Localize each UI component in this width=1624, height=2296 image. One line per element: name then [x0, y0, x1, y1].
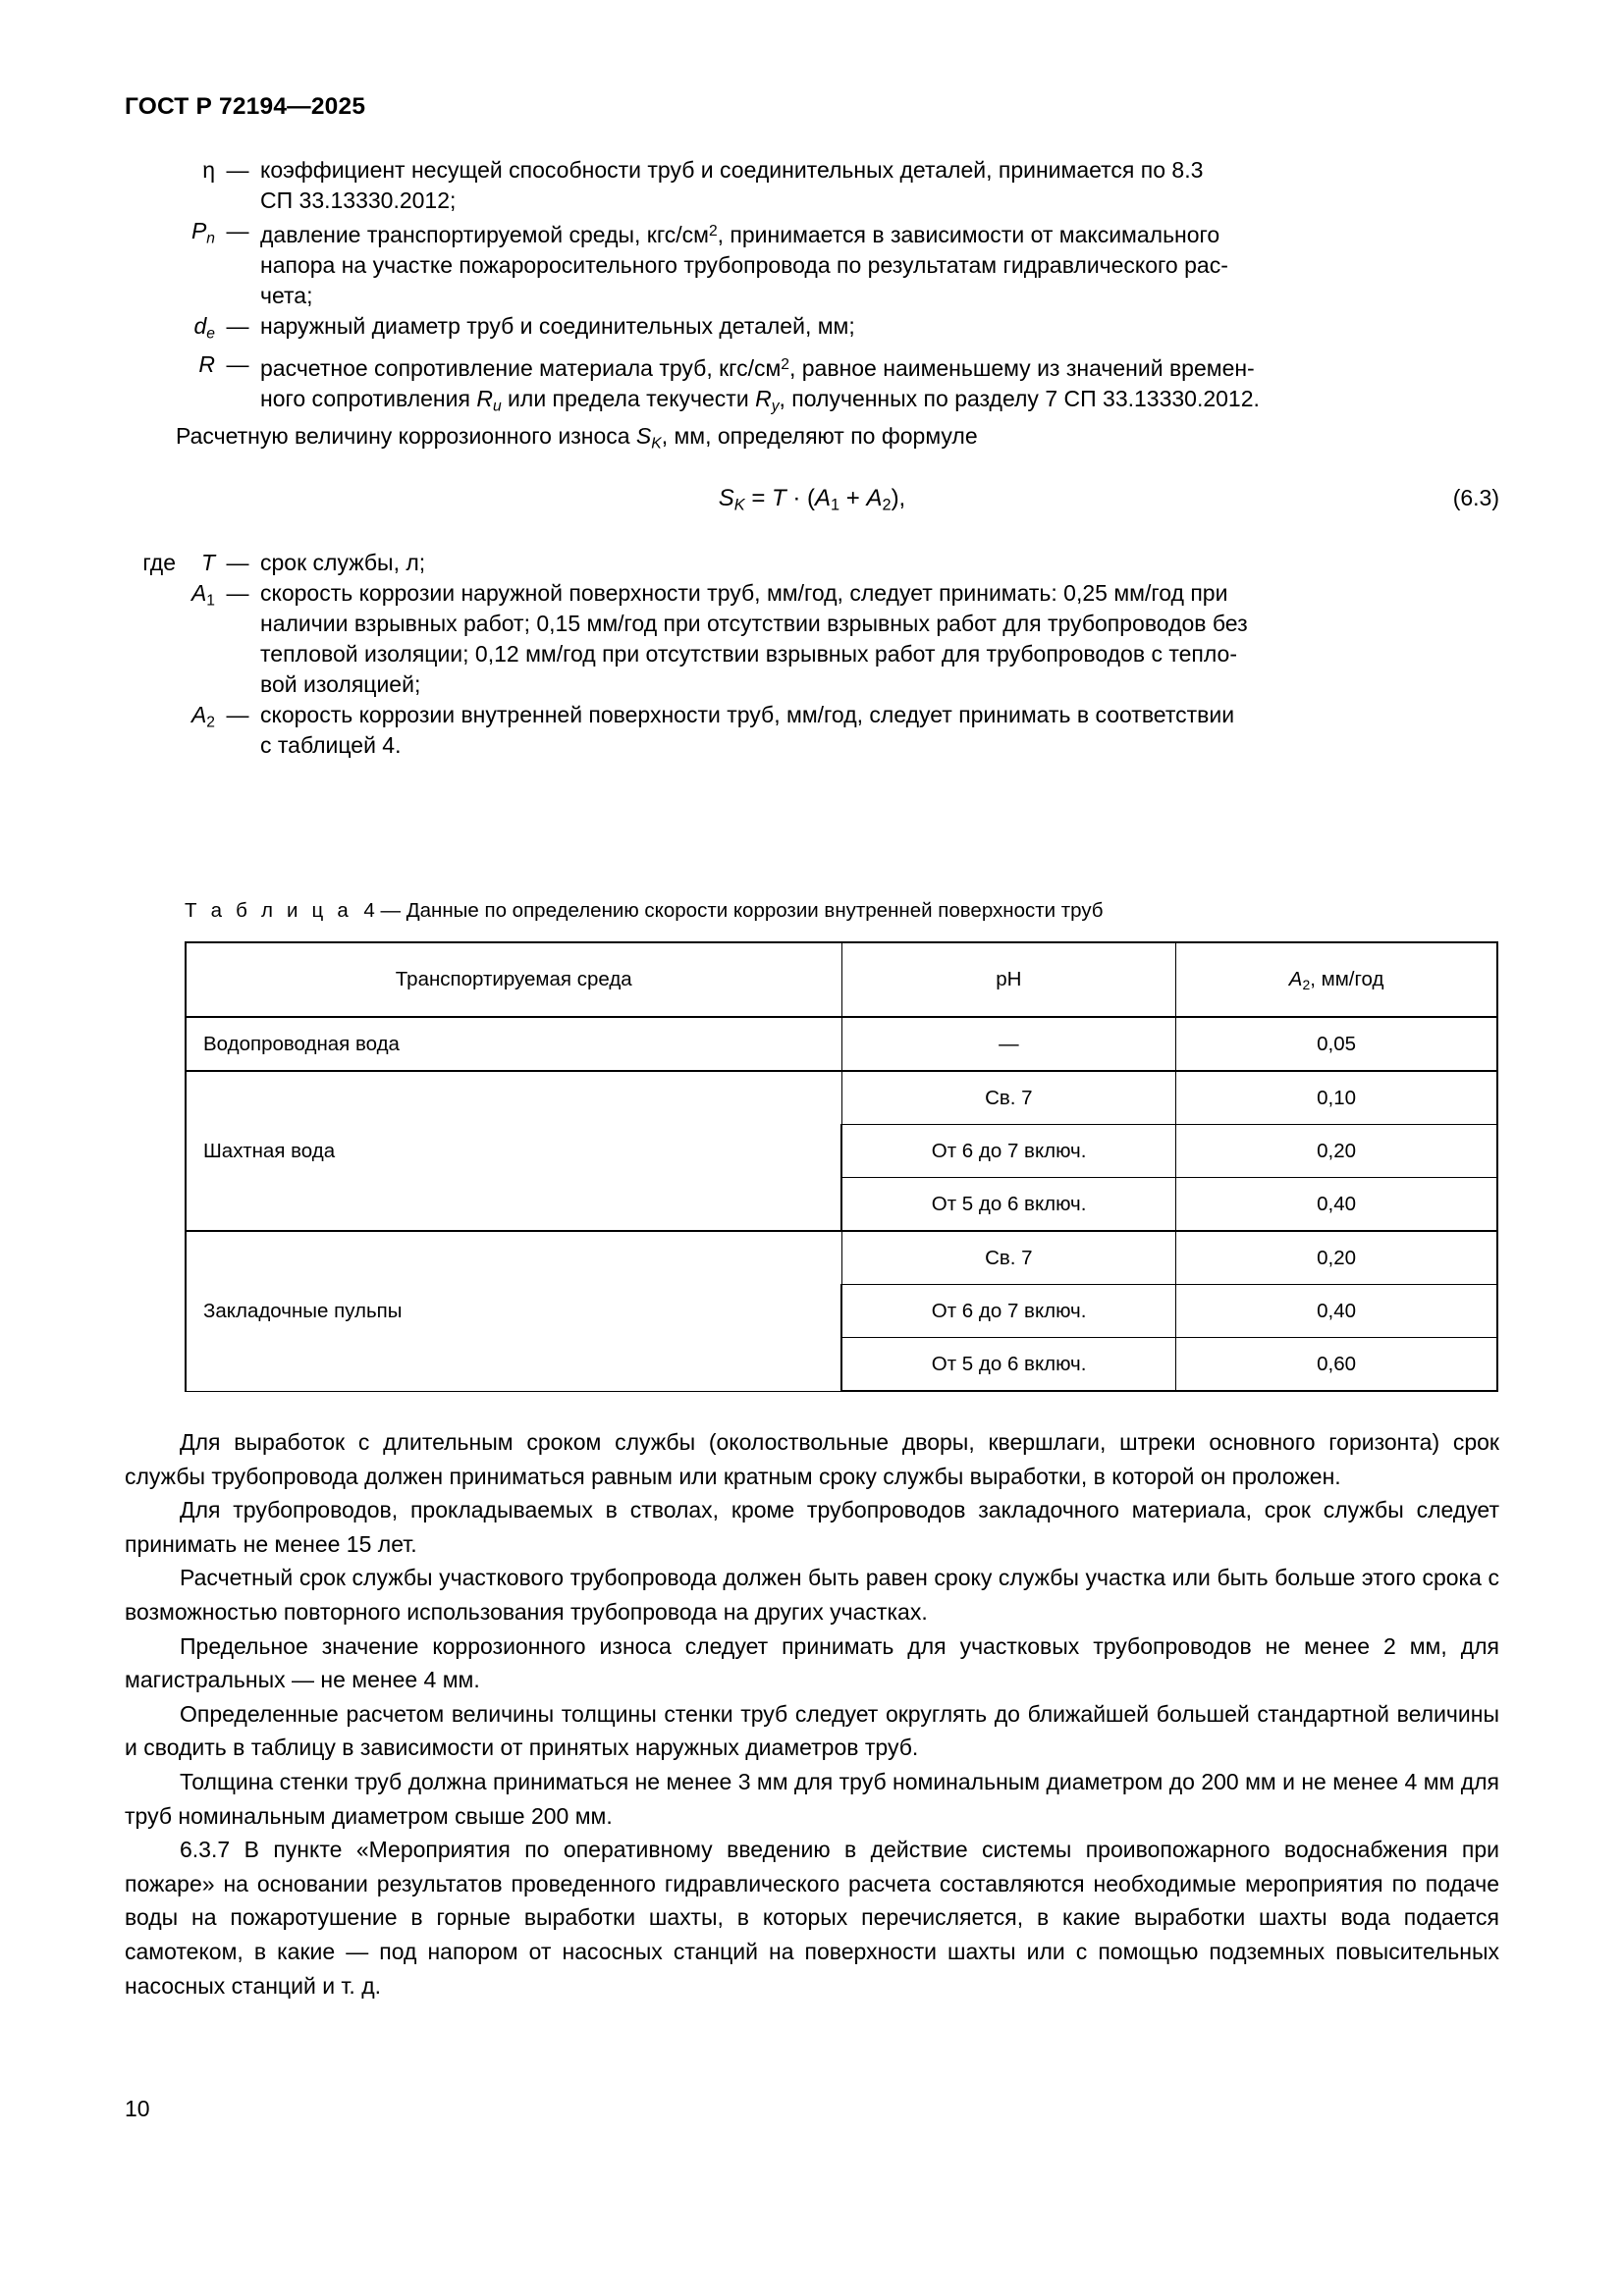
cell-medium: Водопроводная вода: [186, 1017, 841, 1071]
symbol-base: P: [190, 218, 207, 243]
where-text-line: скорость коррозии наружной поверхности труб, мм/год, следует принимать: 0,25 мм/год при: [260, 579, 1228, 606]
symbol-base: A: [190, 701, 207, 727]
symbol-subscript: e: [206, 325, 215, 343]
symbol-subscript: n: [206, 230, 215, 247]
symbol-base: d: [193, 313, 207, 340]
definition-text-line: наружный диаметр труб и соединительных деталей, мм;: [260, 313, 855, 340]
cell-ph: От 5 до 6 включ.: [841, 1178, 1176, 1232]
column-header-ph: pH: [841, 942, 1176, 1017]
definition-symbol-pn: [176, 216, 215, 311]
cell-medium: Закладочные пульпы: [186, 1231, 841, 1391]
definition-dash: —: [226, 157, 249, 183]
table-row: [186, 1017, 1497, 1071]
definition-prefix-spacer: [125, 311, 176, 348]
where-text-line: с таблицей 4.: [260, 731, 402, 758]
where-symbol-list: [125, 548, 1499, 761]
definition-row-eta: [125, 155, 1499, 216]
body-paragraph: Предельное значение коррозионного износа следует принимать для участковых трубопроводов не менее 2 мм, для магистральных — не менее 4 мм.: [125, 1632, 1499, 1693]
cell-medium: Шахтная вода: [186, 1071, 841, 1231]
symbol-base: A: [1288, 967, 1303, 990]
definition-text-pn: давление транспортируемой среды, кгс/$см^2$, принимается в зависимости от максимального напора на участке пожароросительного трубопровода по результатам гидравлического рас- чета;: [260, 222, 1228, 309]
cell-ph: —: [841, 1017, 1176, 1071]
definitions-section: [125, 155, 1499, 761]
cell-a2: 0,40: [1176, 1285, 1497, 1338]
where-dash: —: [226, 701, 249, 727]
where-text-line: скорость коррозии внутренней поверхности труб, мм/год, следует принимать в соответствии: [260, 701, 1235, 727]
where-prefix-spacer: [125, 578, 176, 700]
where-prefix-spacer: [125, 700, 176, 761]
definition-prefix-spacer: [125, 155, 176, 216]
where-text-line: тепловой изоляции; 0,12 мм/год при отсутствии взрывных работ для трубопроводов с тепло-: [260, 640, 1237, 667]
where-text-a1: [260, 578, 1499, 700]
where-text-line: наличии взрывных работ; 0,15 мм/год при отсутствии взрывных работ для трубопроводов без: [260, 610, 1248, 636]
cell-a2: 0,10: [1176, 1071, 1497, 1125]
symbol-subscript: 2: [206, 713, 215, 730]
document-header: ГОСТ Р 72194—2025: [125, 93, 366, 120]
formula-expression: $S_K = T \cdot (A1 + A2)$,: [718, 484, 906, 514]
definition-text-line: коэффициент несущей способности труб и соединительных деталей, принимается по 8.3: [260, 157, 1204, 183]
superscript-two: 2: [781, 355, 789, 373]
definition-row-pn: [125, 216, 1499, 311]
body-paragraph: Определенные расчетом величины толщины стенки труб следует округлять до ближайшей большей стандартной величины и сводить в таблицу в зависимости от принятых наружных диаметров труб.: [125, 1700, 1499, 1761]
definition-dash: —: [226, 218, 249, 243]
where-symbol-a2: [176, 700, 215, 761]
symbol-sk: $S_K$: [635, 423, 662, 453]
corrosion-rate-table: [185, 941, 1498, 1392]
table-caption-text: Данные по определению скорости коррозии внутренней поверхности труб: [406, 899, 1104, 922]
column-header-medium: Транспортируемая среда: [186, 942, 841, 1017]
table-caption-number: 4: [363, 899, 375, 922]
where-row-a1: [125, 578, 1499, 700]
cell-ph: От 6 до 7 включ.: [841, 1125, 1176, 1178]
definition-dash: —: [226, 313, 249, 340]
symbol-subscript: 1: [206, 591, 215, 609]
formula-number: (6.3): [1452, 484, 1499, 510]
definition-text-eta: [260, 155, 1499, 216]
where-dash: —: [226, 579, 249, 606]
where-symbol-t: T: [200, 549, 215, 575]
definition-text-r: расчетное сопротивление материала труб, кгс/$см^2$, равное наименьшему из значений времен- ного сопротивления $R_u$ или предела текучести $R_y$, полученных по разделу 7 СП 33.13330.2012.: [260, 354, 1260, 415]
definition-text-de: [260, 311, 1499, 348]
body-paragraph: Толщина стенки труб должна приниматься не менее 3 мм для труб номинальным диаметром до 200 мм и не менее 4 мм для труб номинальным диаметром свыше 200 мм.: [125, 1768, 1499, 1829]
where-text-a2: [260, 700, 1499, 761]
body-paragraph: Для выработок с длительным сроком службы (околоствольные дворы, квершлаги, штреки основного горизонта) срок службы трубопровода должен приниматься равным или кратным сроку службы выработки, в которой он проложен.: [125, 1429, 1499, 1489]
definition-symbol-eta: η: [202, 157, 215, 183]
definition-text-line: СП 33.13330.2012;: [260, 187, 457, 213]
body-paragraph: Для трубопроводов, прокладываемых в стволах, кроме трубопроводов закладочного материала, срок службы следует принимать не менее 15 лет.: [125, 1497, 1499, 1557]
body-text-section: [125, 1425, 1499, 2002]
definition-row-de: [125, 311, 1499, 348]
formula-block: [125, 485, 1499, 524]
definition-prefix-spacer: [125, 349, 176, 422]
where-label: где: [142, 549, 176, 575]
definition-text-line: напора на участке пожароросительного трубопровода по результатам гидравлического рас-: [260, 252, 1228, 279]
body-paragraph: Расчетный срок службы участкового трубопровода должен быть равен сроку службы участка или быть больше этого срока с возможностью повторного использования трубопровода на других участках.: [125, 1565, 1499, 1625]
cell-ph: Св. 7: [841, 1071, 1176, 1125]
body-paragraph: 6.3.7 В пункте «Мероприятия по оперативному введению в действие системы проивопожарного водоснабжения при пожаре» на основании результатов проведенного гидравлического расчета составляются необходимые мероприятия по подаче воды на пожаротушение в горные выработки шахты, в которых перечисляется, в какие выработки шахты вода подается самотеком, в какие — под напором от насосных станций на поверхности шахты или с помощью подземных повысительных насосных станций и т. д.: [125, 1837, 1499, 1999]
definition-symbol-r: R: [198, 350, 215, 377]
where-symbol-a1: [176, 578, 215, 700]
table-caption: [185, 899, 1104, 923]
cell-a2: 0,60: [1176, 1338, 1497, 1392]
symbol-definition-list: [125, 155, 1499, 421]
cell-a2: 0,20: [1176, 1231, 1497, 1285]
cell-ph: Св. 7: [841, 1231, 1176, 1285]
definition-row-r: [125, 349, 1499, 422]
column-header-a2: [1176, 942, 1497, 1017]
where-definition-block: [125, 548, 1499, 761]
symbol-ru: $R_u$: [476, 385, 502, 415]
where-text-line: вой изоляцией;: [260, 670, 421, 697]
table-caption-prefix: Т а б л и ц а: [185, 899, 352, 922]
page-number: 10: [125, 2096, 150, 2121]
table-row: [186, 1071, 1497, 1125]
cell-ph: От 6 до 7 включ.: [841, 1285, 1176, 1338]
cell-ph: От 5 до 6 включ.: [841, 1338, 1176, 1392]
where-text-t: срок службы, л;: [260, 549, 426, 575]
symbol-ry: $R_y$: [755, 385, 780, 415]
definition-symbol-de: [176, 311, 215, 348]
definition-text-line: чета;: [260, 283, 313, 309]
symbol-subscript: 2: [1302, 976, 1311, 992]
superscript-two: 2: [708, 223, 718, 240]
cell-a2: 0,40: [1176, 1178, 1497, 1232]
symbol-base: A: [190, 579, 207, 606]
table-body: [186, 1017, 1497, 1391]
table-caption-dash: —: [380, 899, 402, 922]
formula-lead-sentence: Расчетную величину коррозионного износа $S_K$, мм, определяют по формуле: [176, 423, 978, 453]
column-header-unit: , мм/год: [1310, 967, 1384, 990]
table-header-row: [186, 942, 1497, 1017]
where-row-a2: [125, 700, 1499, 761]
definition-prefix-spacer: [125, 216, 176, 311]
where-row-t: [125, 548, 1499, 578]
cell-a2: 0,05: [1176, 1017, 1497, 1071]
definition-dash: —: [226, 350, 249, 377]
table-row: [186, 1231, 1497, 1285]
where-dash: —: [226, 549, 249, 575]
table-header: [186, 942, 1497, 1017]
cell-a2: 0,20: [1176, 1125, 1497, 1178]
